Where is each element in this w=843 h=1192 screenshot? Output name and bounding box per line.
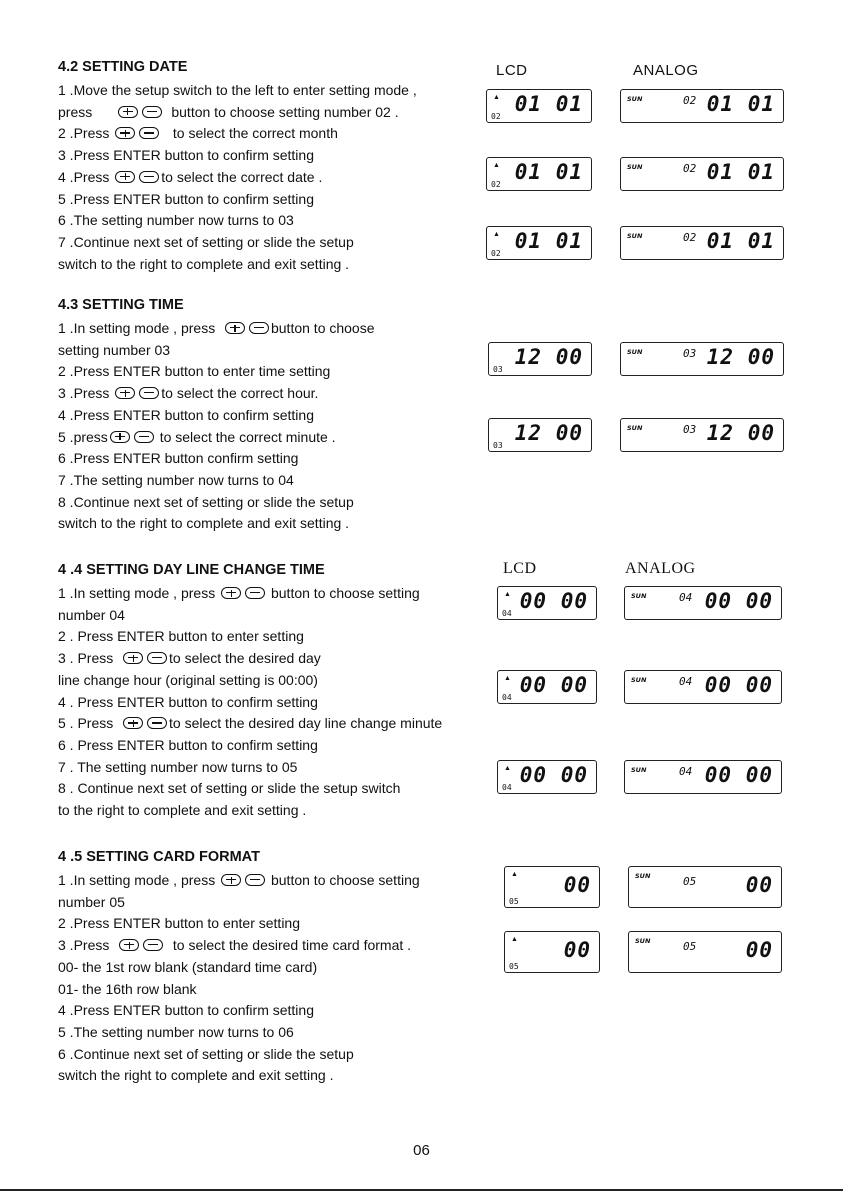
minus-button-icon xyxy=(245,587,265,599)
triangle-indicator-icon: ▲ xyxy=(493,94,500,101)
step-line: 01- the 16th row blank xyxy=(58,980,197,997)
step-line: 3 . Press to select the desired day xyxy=(58,650,321,667)
lcd-display: 03 12 00 xyxy=(488,418,592,452)
plus-button-icon xyxy=(221,587,241,599)
step-line: 1 .In setting mode , press button to choose xyxy=(58,320,375,336)
analog-display: SUN 02 01 01 xyxy=(620,226,784,260)
analog-display: SUN 04 00 00 xyxy=(624,760,782,794)
step-line: 8 . Continue next set of setting or slide the setup switch xyxy=(58,780,401,797)
step-line: 3 .Press to select the correct hour. xyxy=(58,385,319,402)
step-line: 1 .In setting mode , press button to choose setting xyxy=(58,585,420,601)
step-line: 3 .Press ENTER button to confirm setting xyxy=(58,147,314,164)
step-line: 6 .Press ENTER button confirm setting xyxy=(58,450,299,467)
section-setting-time xyxy=(58,295,498,535)
step-line: 2 .Press to select the correct month xyxy=(58,125,338,142)
lcd-display: ▲ 05 00 xyxy=(504,866,600,908)
step-line: switch the right to complete and exit setting . xyxy=(58,1067,334,1084)
step-line: 4 .Press ENTER button to confirm setting xyxy=(58,406,314,423)
triangle-indicator-icon: ▲ xyxy=(504,675,511,682)
plus-button-icon xyxy=(115,127,135,139)
section-title: 4.2 SETTING DATE xyxy=(58,59,188,75)
plus-button-icon xyxy=(115,171,135,183)
step-line: 5 .The setting number now turns to 06 xyxy=(58,1023,294,1040)
minus-button-icon xyxy=(245,874,265,886)
minus-button-icon xyxy=(147,717,167,729)
lcd-column-header-2: LCD xyxy=(503,560,537,577)
step-line: 6 .The setting number now turns to 03 xyxy=(58,212,294,229)
section-card-format xyxy=(58,847,498,1087)
minus-button-icon xyxy=(143,939,163,951)
section-title: 4 .4 SETTING DAY LINE CHANGE TIME xyxy=(58,562,325,578)
plus-button-icon xyxy=(115,387,135,399)
step-line: setting number 03 xyxy=(58,341,171,358)
step-line: 5 . Press to select the desired day line change minute xyxy=(58,715,443,732)
lcd-display: ▲ 04 00 00 xyxy=(497,760,597,794)
analog-display: SUN 05 00 xyxy=(628,931,782,973)
analog-display: SUN 04 00 00 xyxy=(624,586,782,620)
lcd-display: ▲ 02 01 01 xyxy=(486,89,592,123)
triangle-indicator-icon: ▲ xyxy=(511,871,518,878)
step-line: switch to the right to complete and exit setting . xyxy=(58,515,350,532)
section-title: 4 .5 SETTING CARD FORMAT xyxy=(58,849,260,865)
step-line: 7 . The setting number now turns to 05 xyxy=(58,758,298,775)
step-line: 3 .Press to select the desired time card format . xyxy=(58,937,412,954)
plus-button-icon xyxy=(221,874,241,886)
minus-button-icon xyxy=(139,387,159,399)
step-line: number 04 xyxy=(58,606,125,623)
section-day-line-change xyxy=(58,560,498,822)
step-line: 00- the 1st row blank (standard time card) xyxy=(58,958,318,975)
bottom-rule xyxy=(0,1189,843,1191)
lcd-display: ▲ 04 00 00 xyxy=(497,586,597,620)
minus-button-icon xyxy=(147,652,167,664)
step-line: 4 .Press to select the correct date . xyxy=(58,168,323,185)
plus-button-icon xyxy=(225,322,245,334)
page-number: 06 xyxy=(413,1142,430,1159)
analog-display: SUN 04 00 00 xyxy=(624,670,782,704)
step-line: 8 .Continue next set of setting or slide the setup xyxy=(58,493,354,510)
minus-button-icon xyxy=(139,171,159,183)
analog-column-header-2: ANALOG xyxy=(625,560,696,577)
step-line: 6 . Press ENTER button to confirm setting xyxy=(58,736,318,753)
step-line: press button to choose setting number 02 . xyxy=(58,103,399,120)
section-setting-date xyxy=(58,57,498,275)
step-line: 7 .Continue next set of setting or slide the setup xyxy=(58,233,354,250)
plus-button-icon xyxy=(119,939,139,951)
lcd-column-header: LCD xyxy=(496,62,528,79)
analog-display: SUN 03 12 00 xyxy=(620,418,784,452)
lcd-display: ▲ 05 00 xyxy=(504,931,600,973)
step-line: switch to the right to complete and exit setting . xyxy=(58,255,350,272)
analog-display: SUN 02 01 01 xyxy=(620,157,784,191)
step-line: 1 .In setting mode , press button to choose setting xyxy=(58,872,420,888)
step-line: to the right to complete and exit setting . xyxy=(58,802,307,819)
minus-button-icon xyxy=(139,127,159,139)
step-line: 2 . Press ENTER button to enter setting xyxy=(58,628,304,645)
step-line: 6 .Continue next set of setting or slide the setup xyxy=(58,1045,354,1062)
minus-button-icon xyxy=(249,322,269,334)
plus-button-icon xyxy=(118,106,138,118)
step-line: 1 .Move the setup switch to the left to enter setting mode , xyxy=(58,82,417,98)
triangle-indicator-icon: ▲ xyxy=(504,765,511,772)
step-line: line change hour (original setting is 00:00) xyxy=(58,671,318,688)
lcd-display: ▲ 04 00 00 xyxy=(497,670,597,704)
lcd-display: ▲ 02 01 01 xyxy=(486,157,592,191)
lcd-display: 03 12 00 xyxy=(488,342,592,376)
step-line: 7 .The setting number now turns to 04 xyxy=(58,471,294,488)
analog-display: SUN 03 12 00 xyxy=(620,342,784,376)
step-line: 4 . Press ENTER button to confirm setting xyxy=(58,693,318,710)
plus-button-icon xyxy=(110,431,130,443)
lcd-display: ▲ 02 01 01 xyxy=(486,226,592,260)
step-line: 2 .Press ENTER button to enter setting xyxy=(58,915,301,932)
step-line: 5 .Press ENTER button to confirm setting xyxy=(58,190,314,207)
plus-button-icon xyxy=(123,652,143,664)
plus-button-icon xyxy=(123,717,143,729)
minus-button-icon xyxy=(142,106,162,118)
triangle-indicator-icon: ▲ xyxy=(511,936,518,943)
step-line: 2 .Press ENTER button to enter time setting xyxy=(58,363,331,380)
analog-column-header: ANALOG xyxy=(633,62,699,79)
step-line: number 05 xyxy=(58,893,125,910)
step-line: 4 .Press ENTER button to confirm setting xyxy=(58,1002,314,1019)
minus-button-icon xyxy=(134,431,154,443)
triangle-indicator-icon: ▲ xyxy=(504,591,511,598)
step-line: 5 .press to select the correct minute . xyxy=(58,428,336,445)
triangle-indicator-icon: ▲ xyxy=(493,231,500,238)
triangle-indicator-icon: ▲ xyxy=(493,162,500,169)
section-title: 4.3 SETTING TIME xyxy=(58,297,184,313)
analog-display: SUN 05 00 xyxy=(628,866,782,908)
analog-display: SUN 02 01 01 xyxy=(620,89,784,123)
